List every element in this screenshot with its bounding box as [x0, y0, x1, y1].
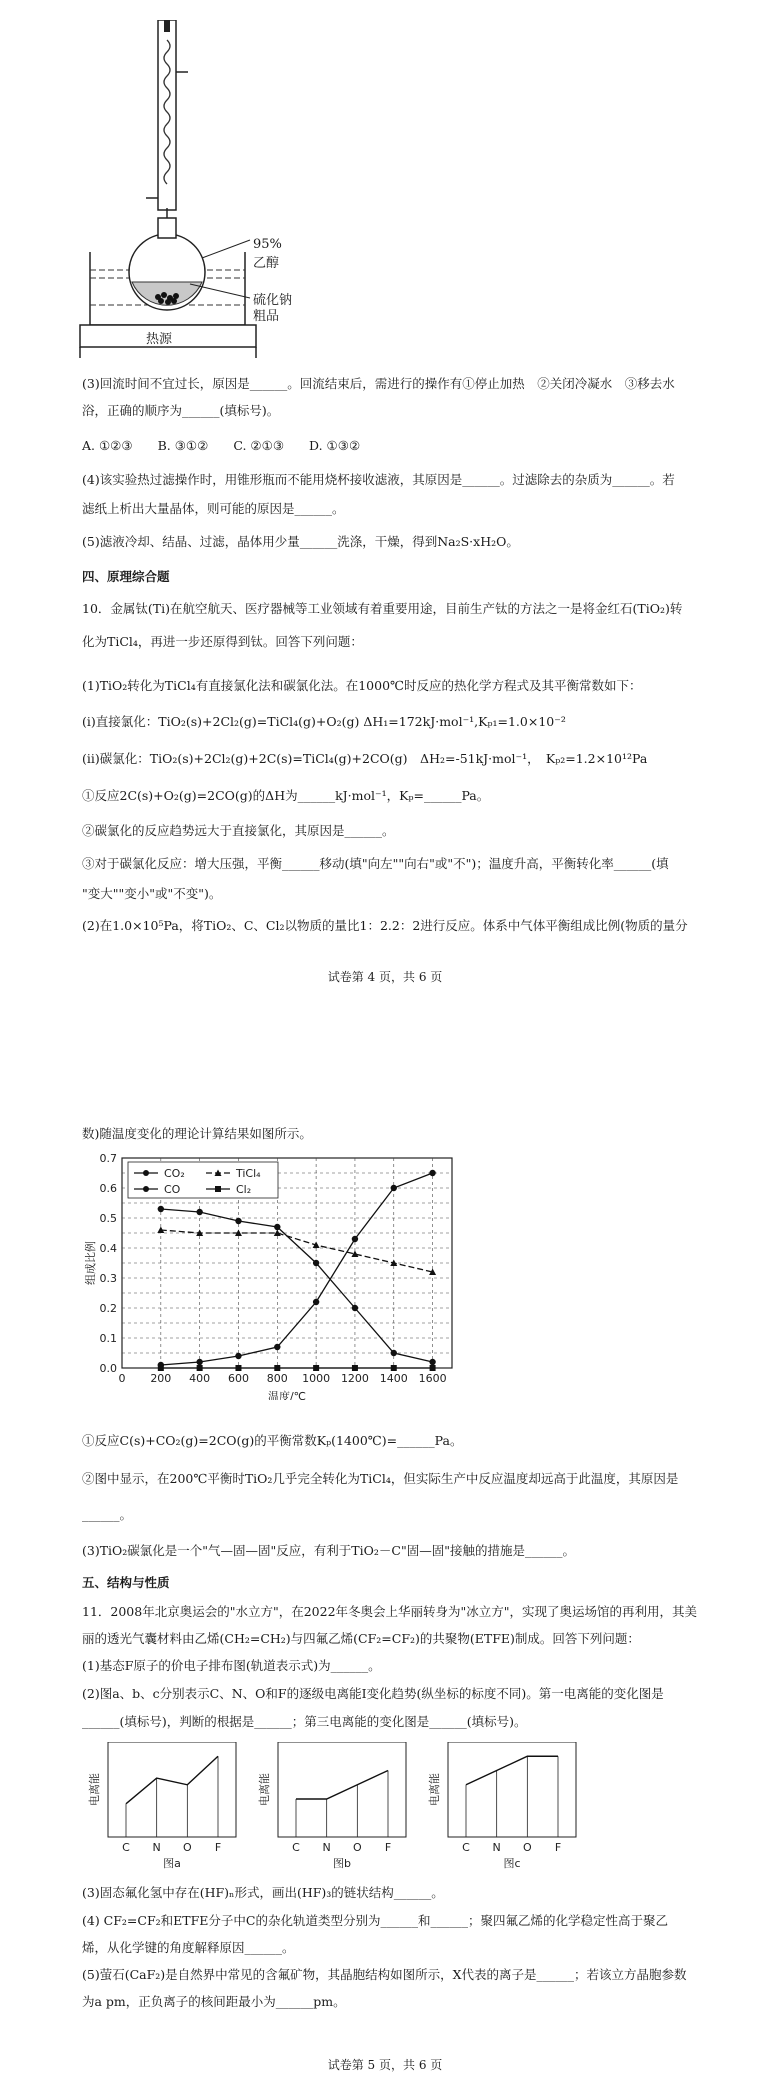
q11-5-line1: (5)萤石(CaF₂)是自然界中常见的含氟矿物，其晶胞结构如图所示，X代表的离子是______；若该立方晶胞参数	[82, 1967, 687, 1982]
x-axis-label: 温度/℃	[267, 1390, 307, 1400]
label-sodium-sulfide: 硫化钠	[253, 293, 293, 308]
data-point	[391, 1185, 397, 1191]
data-point	[352, 1365, 358, 1371]
y-tick-label: 0.2	[99, 1302, 117, 1315]
data-point	[235, 1353, 241, 1359]
q9-3-line1: (3)回流时间不宜过长，原因是______。回流结束后，需进行的操作有①停止加热 ②关闭冷凝水 ③移去水	[82, 376, 675, 391]
data-point	[313, 1260, 319, 1266]
q10-1-a: ①反应2C(s)+O₂(g)=2CO(g)的ΔH为______kJ·mol⁻¹，Kₚ=______Pa。	[82, 788, 490, 803]
y-tick-label: 0.6	[99, 1182, 117, 1195]
page4-footer: 试卷第 4 页，共 6 页	[327, 970, 443, 984]
q10-eq-i: (i)直接氯化：TiO₂(s)+2Cl₂(g)=TiCl₄(g)+O₂(g) ΔH₁=172kJ·mol⁻¹,Kₚ₁=1.0×10⁻²	[82, 714, 566, 729]
data-point	[391, 1365, 397, 1371]
x-tick-label: 1400	[379, 1372, 408, 1385]
ie-plot-frame	[108, 1742, 236, 1837]
data-point	[429, 1170, 435, 1176]
ie-category-label: C	[462, 1841, 470, 1854]
q10-2-b-line2: ______。	[82, 1507, 133, 1522]
label-95: 95%	[253, 237, 282, 252]
ie-category-label: F	[214, 1841, 222, 1854]
x-tick-label: 800	[266, 1372, 288, 1385]
y-tick-label: 0.0	[99, 1362, 117, 1375]
q11-4-line2: 烯，从化学键的角度解释原因______。	[82, 1940, 295, 1955]
label-crude: 粗品	[253, 309, 280, 324]
x-tick-label: 1200	[340, 1372, 369, 1385]
label-heat-source: 热源	[146, 332, 173, 347]
ie-chart-0	[87, 1742, 236, 1870]
ie-plot-frame	[278, 1742, 406, 1837]
composition-chart	[82, 1148, 482, 1400]
q10-3: (3)TiO₂碳氯化是一个"气—固—固"反应，有利于TiO₂－C"固—固"接触的措施是______。	[82, 1543, 575, 1558]
ie-y-label: 电离能	[428, 1773, 441, 1806]
q9-4-line1: (4)该实验热过滤操作时，用锥形瓶而不能用烧杯接收滤液，其原因是______。过滤除去的杂质为______。若	[82, 472, 675, 487]
x-tick-label: 400	[189, 1372, 211, 1385]
y-tick-label: 0.4	[99, 1242, 117, 1255]
ie-category-label: C	[292, 1841, 300, 1854]
data-point	[274, 1224, 280, 1230]
q10-intro-line1: 10．金属钛(Ti)在航空航天、医疗器械等工业领域有着重要用途，目前生产钛的方法之一是将金红石(TiO₂)转	[82, 601, 683, 616]
section-5-heading: 五、结构与性质	[82, 1575, 170, 1590]
data-point	[391, 1350, 397, 1356]
data-point	[197, 1365, 203, 1371]
data-point	[274, 1344, 280, 1350]
ie-category-label: O	[352, 1841, 362, 1854]
q10-intro-line2: 化为TiCl₄，再进一步还原得到钛。回答下列问题：	[82, 634, 363, 649]
data-point	[158, 1206, 164, 1212]
page5-footer: 试卷第 5 页，共 6 页	[327, 2058, 443, 2072]
ie-caption: 图a	[163, 1857, 181, 1870]
legend-label: CO	[164, 1183, 181, 1196]
data-point	[196, 1359, 202, 1365]
legend-label: TiCl₄	[236, 1167, 261, 1180]
data-point	[235, 1218, 241, 1224]
data-point	[158, 1365, 164, 1371]
ie-category-label: N	[152, 1841, 161, 1854]
q10-1-b: ②碳氯化的反应趋势远大于直接氯化，其原因是______。	[82, 823, 395, 838]
ionization-energy-charts	[80, 1742, 600, 1877]
data-point	[274, 1365, 280, 1371]
section-4-heading: 四、原理综合题	[82, 569, 170, 584]
chart-legend	[128, 1162, 278, 1198]
ie-chart-2	[427, 1742, 576, 1870]
x-tick-label: 200	[150, 1372, 172, 1385]
q10-2-line2: 数)随温度变化的理论计算结果如图所示。	[82, 1126, 312, 1141]
ie-y-label: 电离能	[258, 1773, 271, 1806]
q10-2-a: ①反应C(s)+CO₂(g)=2CO(g)的平衡常数Kₚ(1400℃)=______Pa。	[82, 1433, 463, 1448]
q9-4-line2: 滤纸上析出大量晶体，则可能的原因是______。	[82, 501, 345, 516]
legend-marker	[215, 1186, 221, 1192]
q10-1-c-line2: "变大""变小"或"不变")。	[82, 886, 222, 901]
q11-1: (1)基态F原子的价电子排布图(轨道表示式)为______。	[82, 1658, 381, 1673]
ie-category-label: F	[384, 1841, 392, 1854]
data-point	[430, 1365, 436, 1371]
label-ethanol: 乙醇	[253, 256, 280, 271]
data-point	[352, 1236, 358, 1242]
y-tick-label: 0.7	[99, 1152, 117, 1165]
legend-marker	[143, 1186, 149, 1192]
q11-2-line1: (2)图a、b、c分别表示C、N、O和F的逐级电离能I变化趋势(纵坐标的标度不同)。第一电离能的变化图是	[82, 1686, 664, 1701]
ie-category-label: N	[322, 1841, 331, 1854]
condenser-top	[164, 20, 170, 32]
q10-1: (1)TiO₂转化为TiCl₄有直接氯化法和碳氯化法。在1000℃时反应的热化学方程式及其平衡常数如下：	[82, 678, 642, 693]
y-tick-label: 0.3	[99, 1272, 117, 1285]
data-point	[235, 1365, 241, 1371]
q11-3: (3)固态氟化氢中存在(HF)ₙ形式，画出(HF)₃的链状结构______。	[82, 1885, 444, 1900]
x-tick-label: 1600	[418, 1372, 447, 1385]
ie-caption: 图b	[333, 1857, 351, 1870]
x-tick-label: 600	[227, 1372, 249, 1385]
q11-4-line1: (4) CF₂=CF₂和ETFE分子中C的杂化轨道类型分别为______和______；聚四氟乙烯的化学稳定性高于聚乙	[82, 1913, 668, 1928]
q9-3-options: A. ①②③ B. ③①② C. ②①③ D. ①③②	[82, 438, 361, 453]
condenser	[158, 20, 176, 210]
q11-2-line2: ______(填标号)，判断的根据是______；第三电离能的变化图是______(填标号)。	[82, 1714, 527, 1729]
q10-eq-ii: (ii)碳氯化：TiO₂(s)+2Cl₂(g)+2C(s)=TiCl₄(g)+2CO(g) ΔH₂=-51kJ·mol⁻¹， Kₚ₂=1.2×10¹²Pa	[82, 751, 648, 766]
condenser-coil	[164, 40, 170, 184]
data-point	[352, 1305, 358, 1311]
ie-y-label: 电离能	[88, 1773, 101, 1806]
q11-intro-line1: 11．2008年北京奥运会的"水立方"，在2022年冬奥会上华丽转身为"冰立方"，实现了奥运场馆的再利用，其美	[82, 1604, 698, 1619]
q11-5-line2: 为a pm，正负离子的核间距最小为______pm。	[82, 1994, 346, 2009]
data-point	[429, 1359, 435, 1365]
legend-label: CO₂	[164, 1167, 185, 1180]
q10-2-b-line1: ②图中显示，在200℃平衡时TiO₂几乎完全转化为TiCl₄，但实际生产中反应温度却远高于此温度，其原因是	[82, 1471, 679, 1486]
ie-chart-1	[257, 1742, 406, 1870]
x-tick-label: 0	[118, 1372, 126, 1385]
q10-1-c-line1: ③对于碳氯化反应：增大压强，平衡______移动(填"向左""向右"或"不")；温度升高，平衡转化率______(填	[82, 856, 669, 871]
ie-category-label: O	[182, 1841, 192, 1854]
ie-category-label: N	[492, 1841, 501, 1854]
data-point	[196, 1209, 202, 1215]
q9-3-line2: 浴，正确的顺序为______(填标号)。	[82, 403, 280, 418]
y-tick-label: 0.1	[99, 1332, 117, 1345]
y-tick-label: 0.5	[99, 1212, 117, 1225]
data-point	[313, 1299, 319, 1305]
x-tick-label: 1000	[302, 1372, 331, 1385]
ie-category-label: C	[122, 1841, 130, 1854]
ie-category-label: F	[554, 1841, 562, 1854]
q9-5: (5)滤液冷却、结晶、过滤，晶体用少量______洗涤，干燥，得到Na₂S·xH₂O。	[82, 534, 519, 549]
q10-2-line1: (2)在1.0×10⁵Pa，将TiO₂、C、Cl₂以物质的量比1：2.2：2进行反应。体系中气体平衡组成比例(物质的量分	[82, 918, 688, 933]
legend-label: Cl₂	[236, 1183, 252, 1196]
legend-marker	[143, 1170, 149, 1176]
ie-caption: 图c	[503, 1857, 521, 1870]
data-point	[313, 1365, 319, 1371]
ie-category-label: O	[522, 1841, 532, 1854]
y-axis-label: 组成比例	[84, 1241, 97, 1285]
q11-intro-line2: 丽的透光气囊材料由乙烯(CH₂=CH₂)与四氟乙烯(CF₂=CF₂)的共聚物(ETFE)制成。回答下列问题：	[82, 1631, 640, 1646]
